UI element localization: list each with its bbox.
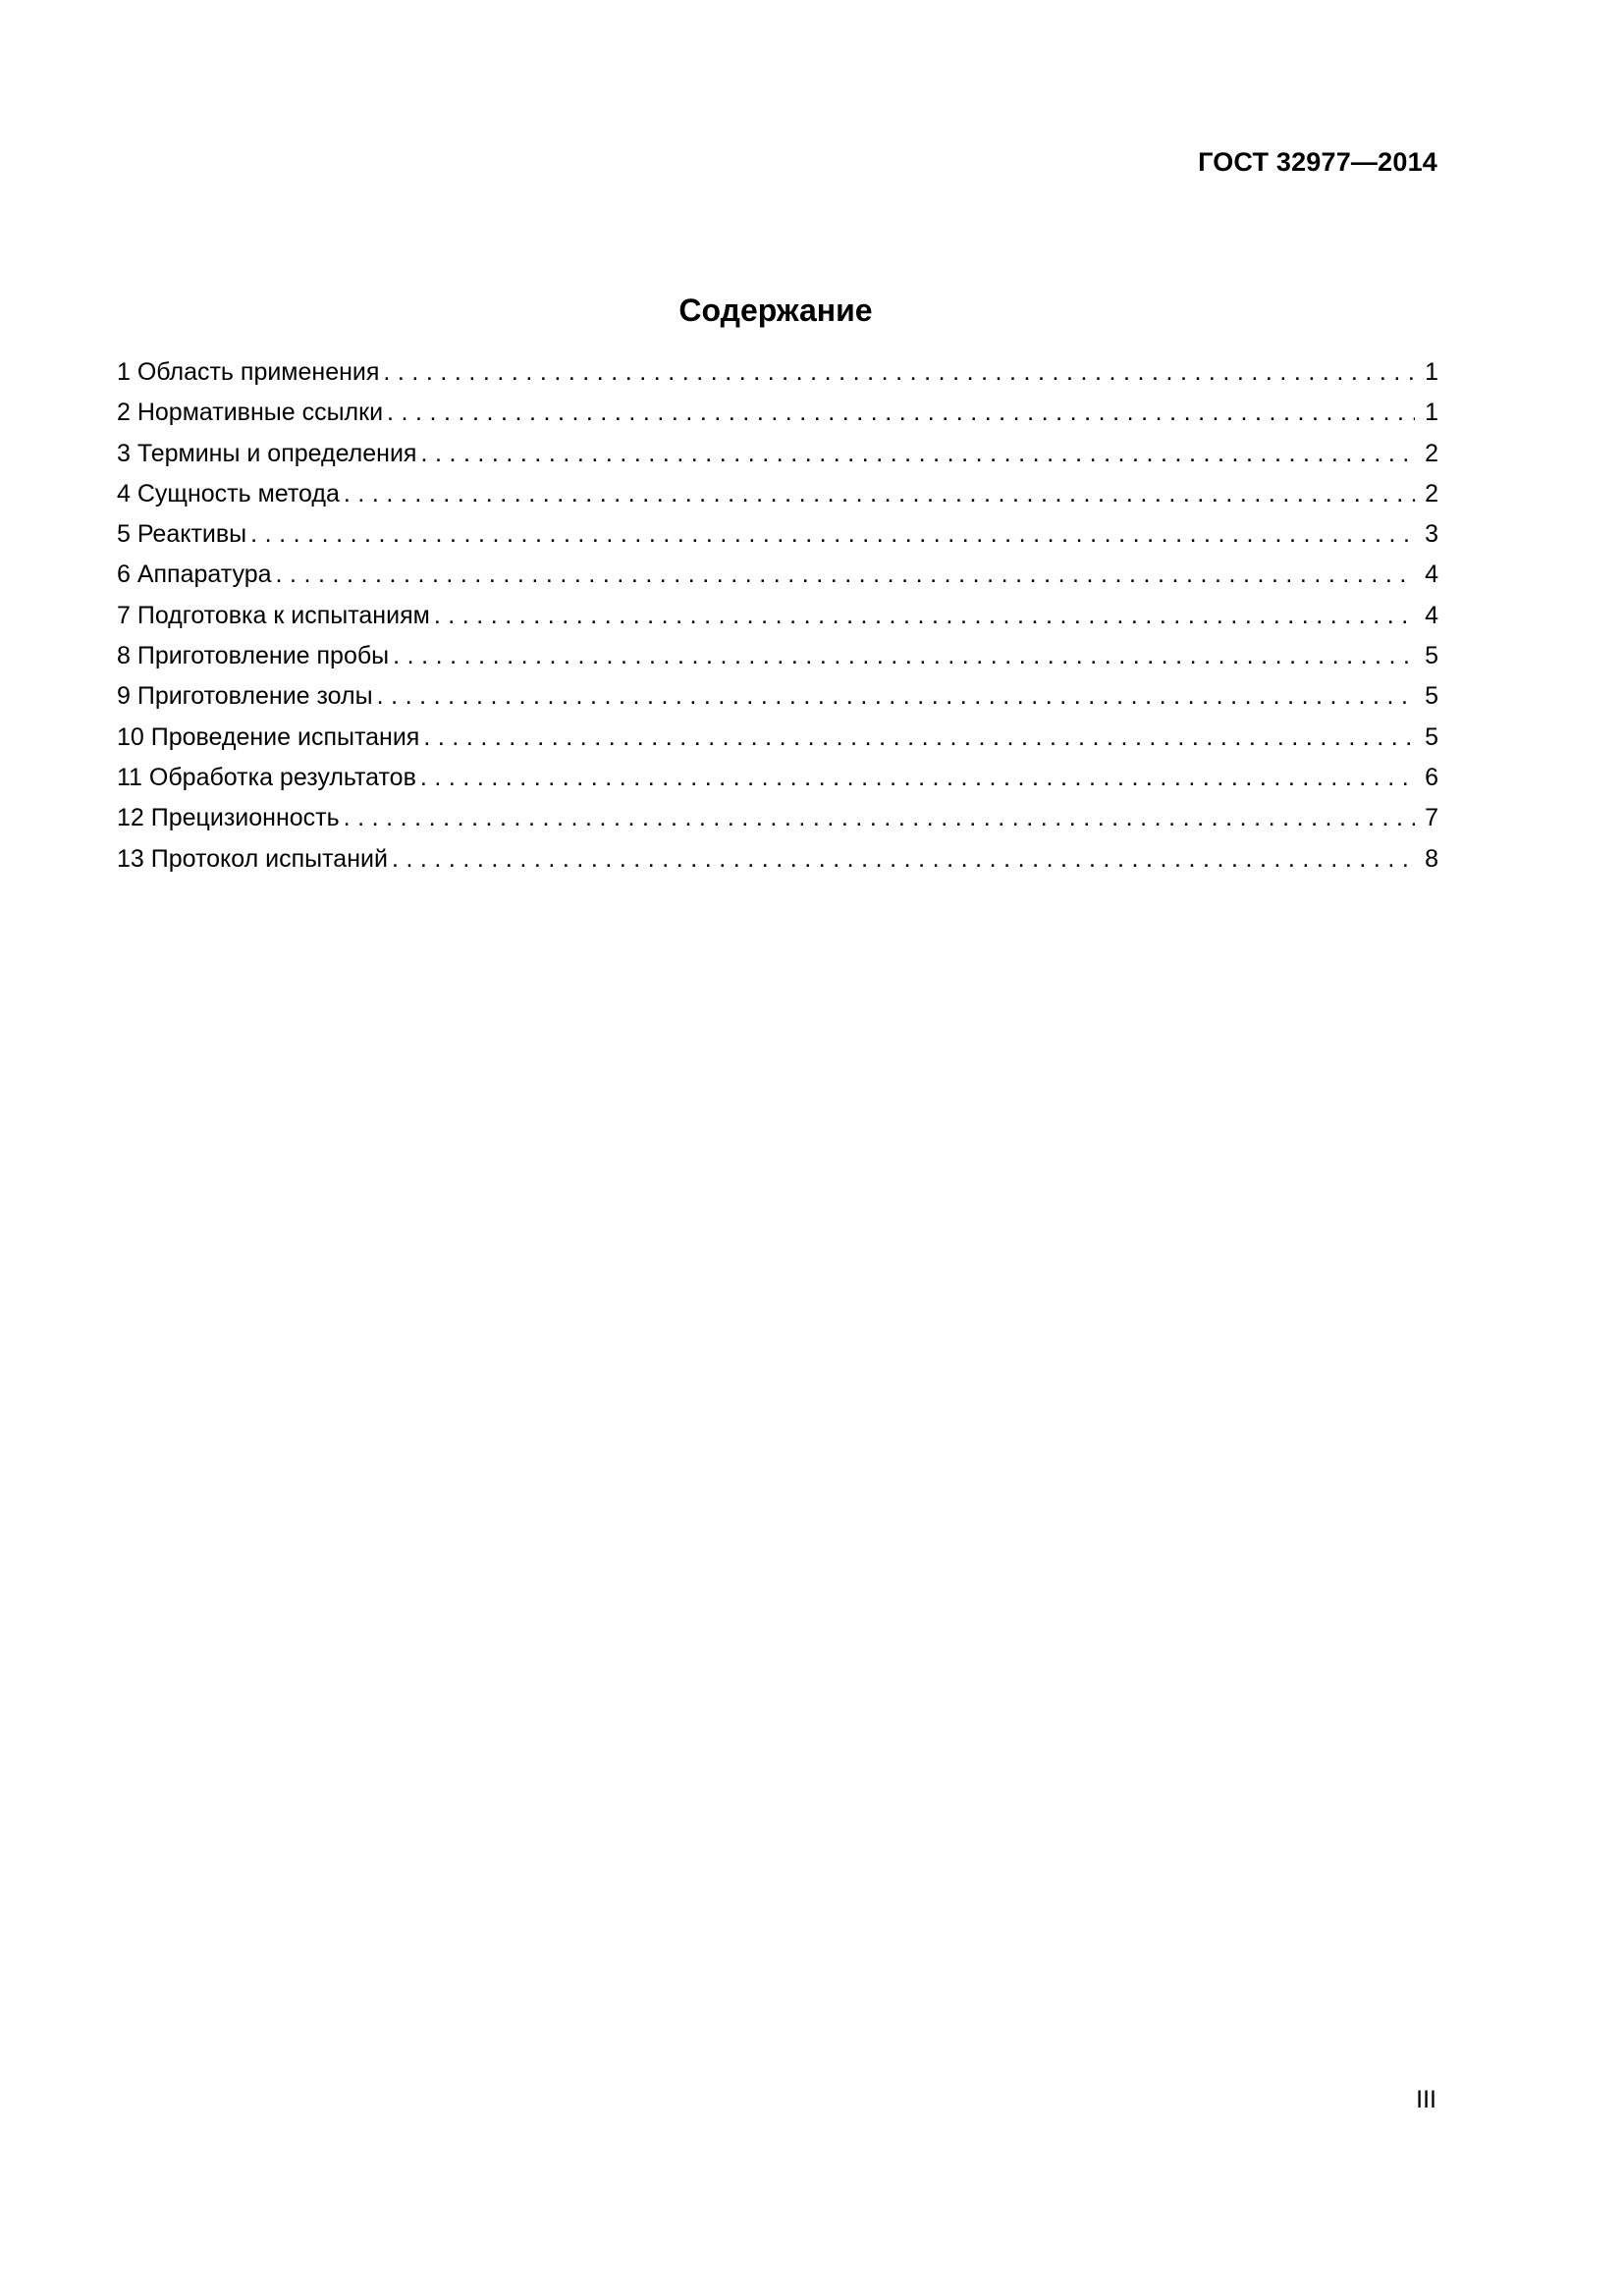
toc-item[interactable] bbox=[117, 845, 1438, 885]
toc-dot-leader bbox=[387, 399, 1415, 427]
toc-dot-leader bbox=[423, 723, 1415, 752]
toc-item-page: 2 bbox=[1425, 479, 1438, 507]
toc-dot-leader bbox=[420, 440, 1415, 468]
toc-item-label: 12 Прецизионность bbox=[117, 804, 340, 832]
toc-dot-leader bbox=[250, 520, 1415, 549]
toc-item[interactable] bbox=[117, 480, 1438, 520]
toc-dot-leader bbox=[393, 642, 1415, 670]
toc-dot-leader bbox=[392, 845, 1415, 874]
toc-item-page: 5 bbox=[1425, 642, 1438, 670]
toc-item-page: 5 bbox=[1425, 722, 1438, 751]
toc-item[interactable] bbox=[117, 440, 1438, 480]
toc-item[interactable] bbox=[117, 561, 1438, 601]
toc-item-label: 3 Термины и определения bbox=[117, 439, 417, 467]
toc-dot-leader bbox=[377, 682, 1415, 711]
toc-item[interactable] bbox=[117, 358, 1438, 399]
toc-dot-leader bbox=[420, 764, 1415, 792]
toc-item-page: 3 bbox=[1425, 520, 1438, 549]
toc-item-label: 10 Проведение испытания bbox=[117, 722, 420, 751]
toc-item-page: 1 bbox=[1425, 358, 1438, 386]
toc-item-label: 7 Подготовка к испытаниям bbox=[117, 601, 430, 629]
toc-item-page: 8 bbox=[1425, 844, 1438, 873]
toc-item-label: 2 Нормативные ссылки bbox=[117, 399, 384, 427]
toc-item-label: 4 Сущность метода bbox=[117, 479, 340, 507]
toc-item[interactable] bbox=[117, 399, 1438, 439]
document-code: ГОСТ 32977—2014 bbox=[1198, 147, 1437, 177]
toc-title: Содержание bbox=[678, 293, 873, 328]
toc-item-label: 6 Аппаратура bbox=[117, 561, 272, 589]
toc-item-page: 5 bbox=[1425, 682, 1438, 711]
toc-item[interactable] bbox=[117, 602, 1438, 642]
table-of-contents bbox=[117, 358, 1438, 885]
toc-item-page: 6 bbox=[1425, 763, 1438, 791]
page-number: III bbox=[1416, 2086, 1436, 2113]
toc-item[interactable] bbox=[117, 804, 1438, 844]
toc-item-page: 7 bbox=[1425, 804, 1438, 832]
toc-dot-leader bbox=[344, 480, 1415, 508]
toc-item[interactable] bbox=[117, 764, 1438, 804]
toc-item-page: 4 bbox=[1425, 601, 1438, 629]
toc-item[interactable] bbox=[117, 642, 1438, 682]
toc-dot-leader bbox=[434, 602, 1415, 630]
toc-item-label: 5 Реактивы bbox=[117, 520, 247, 549]
toc-item-label: 1 Область применения bbox=[117, 358, 380, 386]
toc-item-page: 2 bbox=[1425, 439, 1438, 467]
toc-item[interactable] bbox=[117, 682, 1438, 722]
toc-item-page: 4 bbox=[1425, 561, 1438, 589]
toc-item-label: 11 Обработка результатов bbox=[117, 763, 416, 791]
toc-item[interactable] bbox=[117, 723, 1438, 764]
toc-item-label: 9 Приготовление золы bbox=[117, 682, 373, 711]
toc-dot-leader bbox=[383, 358, 1415, 387]
toc-item-label: 13 Протокол испытаний bbox=[117, 844, 388, 873]
toc-item[interactable] bbox=[117, 520, 1438, 561]
toc-dot-leader bbox=[344, 804, 1415, 832]
toc-item-label: 8 Приготовление пробы bbox=[117, 642, 390, 670]
toc-dot-leader bbox=[276, 561, 1415, 589]
toc-item-page: 1 bbox=[1425, 399, 1438, 427]
